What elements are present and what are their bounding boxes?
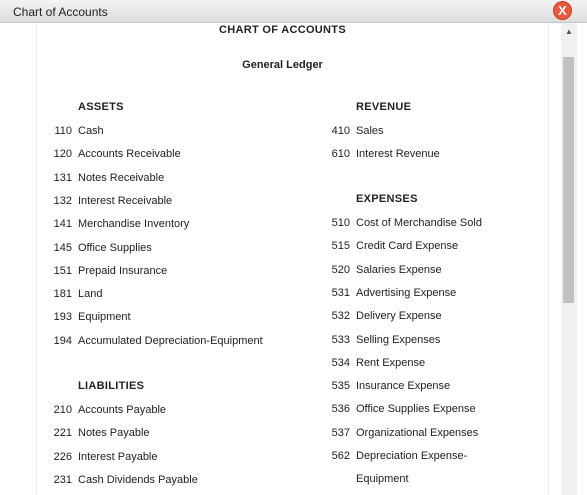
account-number: 131 (53, 171, 72, 184)
scrollbar-thumb[interactable] (563, 57, 574, 303)
account-row (4, 310, 561, 326)
account-row (4, 450, 561, 466)
account-row (4, 334, 561, 350)
account-name: Accounts Receivable (78, 148, 181, 161)
account-name: Depreciation Expense- (356, 450, 468, 462)
account-number: 132 (53, 194, 72, 207)
account-number: 410 (331, 125, 350, 137)
account-name: Accumulated Depreciation-Equipment (78, 334, 263, 347)
document-subtitle: General Ledger (242, 59, 323, 71)
account-name: Accounts Payable (78, 404, 167, 416)
account-name: Insurance Expense (356, 380, 451, 393)
account-number: 536 (331, 403, 350, 416)
account-number: 610 (331, 148, 350, 161)
close-icon: X (558, 3, 567, 18)
account-number: 145 (53, 241, 72, 254)
account-name: Notes Receivable (78, 171, 165, 184)
scroll-up-button[interactable] (561, 23, 577, 39)
account-number: 141 (53, 218, 72, 231)
account-row (4, 380, 561, 396)
account-number: 221 (53, 427, 72, 440)
account-row (4, 217, 561, 233)
account-name: Cash (78, 125, 104, 137)
section-heading-expenses: EXPENSES (356, 193, 418, 205)
triangle-up-icon: ▲ (565, 27, 573, 36)
section-heading-assets: ASSETS (78, 101, 124, 113)
window-titlebar (0, 0, 587, 23)
account-row (4, 240, 561, 256)
account-name: Sales (356, 125, 384, 137)
account-number: 531 (331, 286, 350, 299)
account-row (4, 473, 561, 489)
account-name: Credit Card Expense (356, 240, 459, 253)
account-number: 562 (331, 450, 350, 462)
account-row (4, 357, 561, 373)
account-row (4, 125, 561, 141)
account-number: 532 (331, 310, 350, 323)
account-number: 120 (53, 148, 72, 161)
account-row (4, 287, 561, 303)
chart-of-accounts-panel (4, 23, 561, 495)
window-title: Chart of Accounts (13, 5, 108, 19)
account-number: 193 (53, 311, 72, 324)
account-name: Equipment (78, 311, 131, 324)
section-heading-liabilities: LIABILITIES (78, 380, 145, 392)
account-row (4, 427, 561, 443)
close-button[interactable] (553, 1, 572, 20)
account-name: Interest Revenue (356, 148, 440, 161)
account-number: 181 (53, 288, 72, 301)
left-border-line (36, 23, 37, 495)
account-name: Interest Payable (78, 450, 158, 463)
account-name: Selling Expenses (356, 333, 441, 346)
account-name: Land (78, 288, 103, 301)
right-border-line (548, 23, 549, 495)
account-row (4, 403, 561, 419)
account-name: Rent Expense (356, 356, 426, 369)
account-name: Cash Dividends Payable (78, 473, 198, 486)
account-name: Advertising Expense (356, 286, 457, 299)
window-edge (577, 23, 587, 495)
account-row (4, 148, 561, 164)
account-number: 226 (53, 450, 72, 463)
section-heading-revenue: REVENUE (356, 101, 412, 113)
account-name: Merchandise Inventory (78, 218, 190, 231)
account-name: Interest Receivable (78, 194, 173, 207)
account-name: Salaries Expense (356, 263, 442, 276)
account-name: Equipment (356, 473, 409, 486)
account-name: Organizational Expenses (356, 426, 479, 439)
account-row (4, 264, 561, 280)
account-name: Office Supplies (78, 241, 152, 254)
account-number: 537 (331, 426, 350, 439)
account-name: Office Supplies Expense (356, 403, 476, 416)
account-number: 535 (331, 380, 350, 393)
account-number: 515 (331, 240, 350, 253)
account-name: Delivery Expense (356, 310, 442, 323)
account-row (4, 195, 561, 211)
account-name: Cost of Merchandise Sold (356, 217, 482, 229)
account-number: 151 (53, 264, 72, 277)
account-number: 194 (53, 334, 72, 347)
account-name: Prepaid Insurance (78, 264, 168, 277)
vertical-scrollbar[interactable] (561, 23, 577, 495)
account-row (4, 172, 561, 188)
account-number: 110 (54, 125, 72, 137)
account-number: 510 (331, 217, 350, 229)
account-number: 534 (331, 356, 350, 369)
account-name: Notes Payable (78, 427, 150, 440)
account-number: 520 (331, 263, 350, 276)
account-number: 533 (331, 333, 350, 346)
account-number: 210 (53, 404, 72, 416)
document-title: CHART OF ACCOUNTS (219, 24, 346, 36)
account-number: 231 (53, 473, 72, 486)
